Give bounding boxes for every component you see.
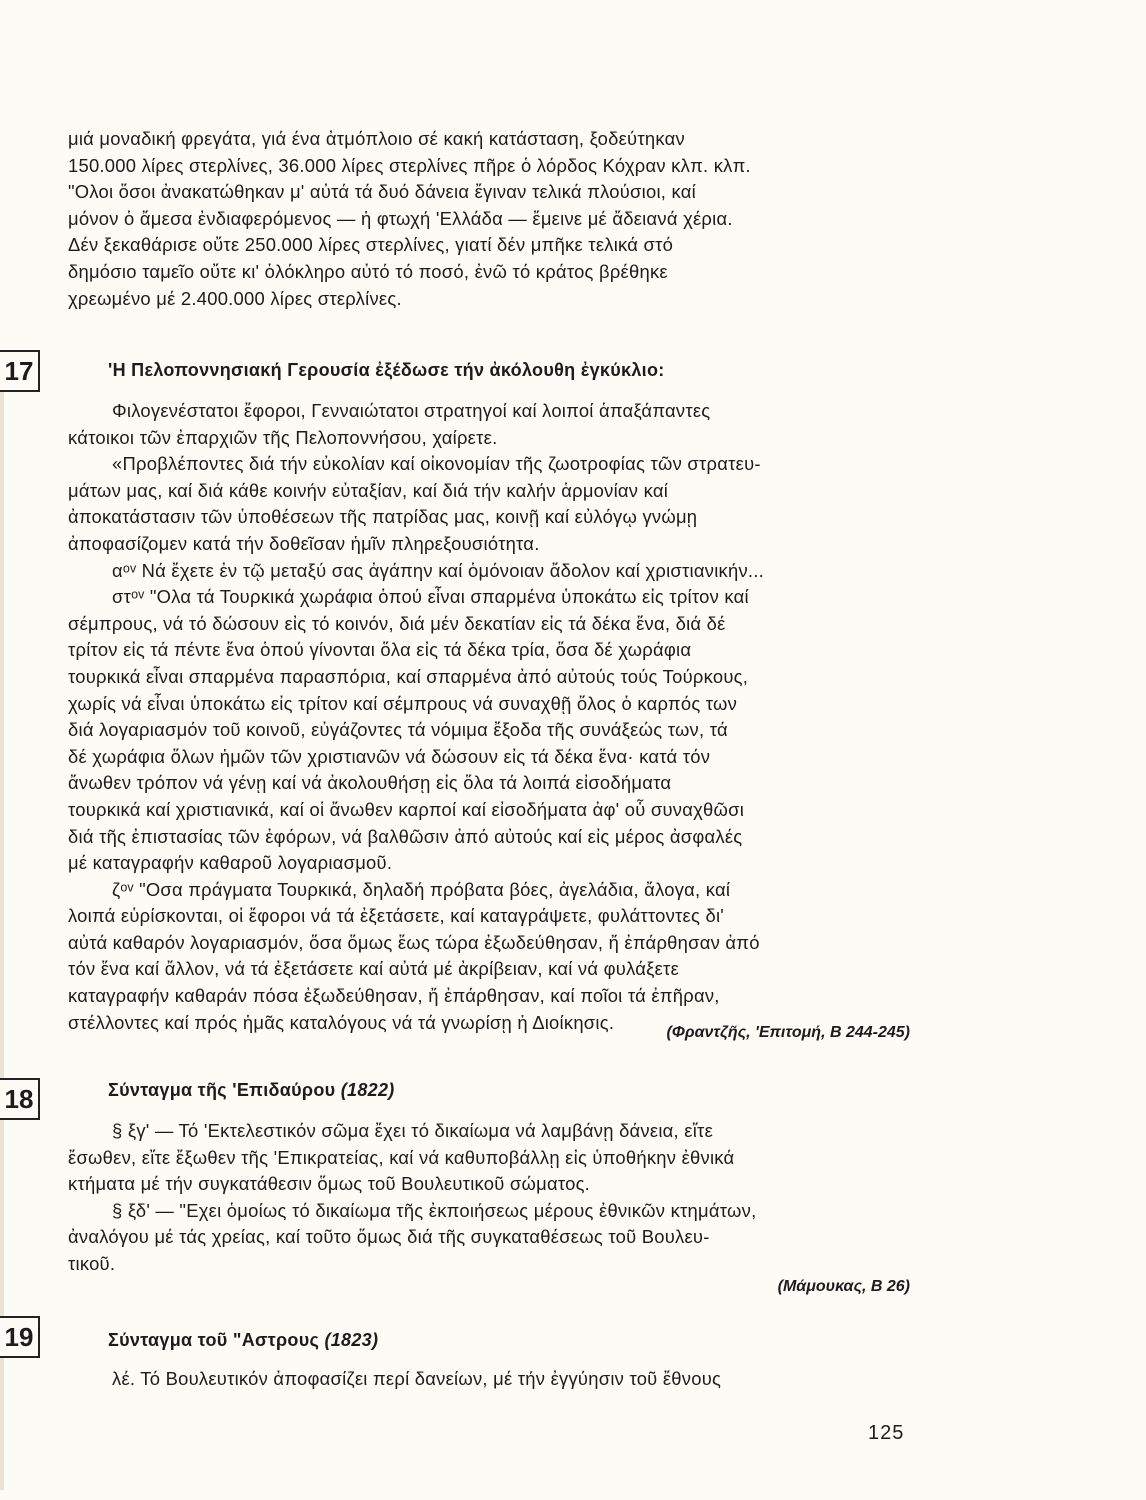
text-line: μάτων μας, καί διά κάθε κοινήν εὐταξίαν, καί διά τήν καλήν ἁρμονίαν καί: [68, 479, 669, 501]
section-number-18: 18: [0, 1078, 40, 1120]
text-line: στᵒᵛ "Ολα τά Τουρκικά χωράφια ὁπού εἶναι σπαρμένα ὑποκάτω εἰς τρίτον καί: [112, 586, 749, 608]
text-line: ἀποφασίζομεν κατά τήν δοθεῖσαν ἡμῖν πληρεξουσιότητα.: [68, 532, 540, 554]
section-19-year: (1823): [324, 1330, 379, 1350]
text-line: χωρίς νά εἶναι ὑποκάτω εἰς τρίτον καί σέμπρους νά συναχθῇ ὅλος ὁ καρπός των: [68, 692, 738, 714]
text-line: ἀναλόγου μέ τάς χρείας, καί τοῦτο ὅμως διά τῆς συγκαταθέσεως τοῦ Βουλευ-: [68, 1226, 710, 1248]
section-18-title: Σύνταγμα τῆς 'Επιδαύρου: [108, 1080, 336, 1100]
text-line: αᵒᵛ Νά ἔχετε ἐν τῷ μεταξύ σας ἀγάπην καί ὁμόνοιαν ἄδολον καί χριστιανικήν...: [112, 559, 764, 581]
section-17-body: [68, 398, 910, 1036]
intro-paragraph: [68, 126, 910, 312]
section-18-body: [68, 1118, 910, 1278]
text-line: σέμπρους, νά τό δώσουν εἰς τό κοινόν, διά μέν δεκατίαν εἰς τά δέκα ἕνα, διά δέ: [68, 612, 726, 634]
text-line: τουρκικά εἶναι σπαρμένα παρασπόρια, καί σπαρμένα ἀπό αὐτούς τούς Τούρκους,: [68, 665, 749, 687]
text-line: ἀποκατάστασιν τῶν ὑποθέσεων τῆς πατρίδας μας, κοινῇ καί εὐλόγῳ γνώμῃ: [68, 506, 698, 528]
text-line: μόνον ὁ ἄμεσα ἐνδιαφερόμενος — ἡ φτωχή 'Ελλάδα — ἔμεινε μέ ἄδειανά χέρια.: [68, 207, 733, 229]
text-line: μιά μοναδική φρεγάτα, γιά ένα ἀτμόπλοιο σέ κακή κατάσταση, ξοδεύτηκαν: [68, 128, 685, 149]
section-19-heading: [108, 1330, 378, 1351]
section-17-heading: 'Η Πελοποννησιακή Γερουσία ἐξέδωσε τήν ἀκόλουθη ἐγκύκλιο:: [108, 360, 665, 380]
text-line: 150.000 λίρες στερλίνες, 36.000 λίρες στερλίνες πῆρε ὁ λόρδος Κόχραν κλπ. κλπ.: [68, 154, 751, 176]
text-line: κτήματα μέ τήν συγκατάθεσιν ὅμως τοῦ Βουλευτικοῦ σώματος.: [68, 1173, 591, 1195]
page-number: 125: [868, 1422, 905, 1444]
text-line: "Ολοι ὅσοι ἀνακατώθηκαν μ' αὐτά τά δυό δάνεια ἔγιναν τελικά πλούσιοι, καί: [68, 181, 696, 203]
text-line: «Προβλέποντες διά τήν εὐκολίαν καί οἰκονομίαν τῆς ζωοτροφίας τῶν στρατευ-: [112, 453, 761, 475]
text-line: ἔσωθεν, εἴτε ἔξωθεν τῆς 'Επικρατείας, καί νά καθυποβάλλῃ εἰς ὑποθήκην ἐθνικά: [68, 1146, 735, 1168]
text-line: ζᵒᵛ "Οσα πράγματα Τουρκικά, δηλαδή πρόβατα βόες, ἀγελάδια, ἄλογα, καί: [112, 878, 731, 900]
text-line: § ξγ' — Τό 'Εκτελεστικόν σῶμα ἔχει τό δικαίωμα νά λαμβάνῃ δάνεια, εἴτε: [112, 1120, 714, 1141]
section-19-title: Σύνταγμα τοῦ "Αστρους: [108, 1330, 320, 1350]
text-line: λοιπά εὑρίσκονται, οἱ ἔφοροι νά τά ἐξετάσετε, καί καταγράψετε, φυλάττοντες δι': [68, 905, 725, 927]
section-17-citation: (Φραντζῆς, 'Επιτομή, Β 244-245): [666, 1024, 910, 1041]
section-19-body: [68, 1366, 910, 1393]
text-line: καταγραφήν καθαράν πόσα ἐξωδεύθησαν, ἤ ἐπάρθησαν, καί ποῖοι τά ἐπῆραν,: [68, 985, 720, 1007]
text-line: διά λογαριασμόν τοῦ κοινοῦ, εὐγάζοντες τά νόμιμα ἔξοδα τῆς συνάξεώς των, τά: [68, 719, 728, 741]
text-line: Δέν ξεκαθάρισε οὔτε 250.000 λίρες στερλίνες, γιατί δέν μπῆκε τελικά στό: [68, 234, 674, 256]
text-line: δημόσιο ταμεῖο οὔτε κι' ὁλόκληρο αὐτό τό ποσό, ἐνῶ τό κράτος βρέθηκε: [68, 260, 668, 282]
text-line: μέ καταγραφήν καθαροῦ λογαριασμοῦ.: [68, 852, 393, 874]
text-line: τουρκικά καί χριστιανικά, καί οἱ ἄνωθεν καρποί καί εἰσοδήματα ἀφ' οὗ συναχθῶσι: [68, 798, 745, 820]
section-number-17: 17: [0, 350, 40, 392]
text-line: στέλλοντες καί πρός ἡμᾶς καταλόγους νά τά γνωρίσῃ ἡ Διοίκησις.: [68, 1011, 615, 1033]
text-line: διά τῆς ἐπιστασίας τῶν ἐφόρων, νά βαλθῶσιν ἀπό αὐτούς καί εἰς μέρος ἀσφαλές: [68, 825, 743, 847]
text-line: δέ χωράφια ὅλων ἡμῶν τῶν χριστιανῶν νά δώσουν εἰς τά δέκα ἕνα· κατά τόν: [68, 745, 711, 767]
text-line: § ξδ' — "Εχει ὁμοίως τό δικαίωμα τῆς ἐκποιήσεως μέρους ἐθνικῶν κτημάτων,: [112, 1199, 757, 1221]
text-line: τρίτον εἰς τά πέντε ἕνα ὁπού γίνονται ὅλα εἰς τά δέκα τρία, ὅσα δέ χωράφια: [68, 639, 692, 661]
section-number-19: 19: [0, 1316, 40, 1358]
text-line: τικοῦ.: [68, 1252, 116, 1274]
section-18-heading: [108, 1080, 395, 1101]
text-line: ἄνωθεν τρόπον νά γένῃ καί νά ἀκολουθήσῃ εἰς ὅλα τά λοιπά εἰσοδήματα: [68, 772, 672, 794]
text-line: λέ. Τό Βουλευτικόν ἀποφασίζει περί δανείων, μέ τήν ἐγγύησιν τοῦ ἔθνους: [112, 1368, 722, 1389]
text-line: χρεωμένο μέ 2.400.000 λίρες στερλίνες.: [68, 287, 402, 309]
text-line: αὐτά καθαρόν λογαριασμόν, ὅσα ὅμως ἕως τώρα ἐξωδεύθησαν, ἤ ἐπάρθησαν ἀπό: [68, 931, 760, 953]
text-line: κάτοικοι τῶν ἐπαρχιῶν τῆς Πελοποννήσου, χαίρετε.: [68, 426, 498, 448]
section-18-citation: (Μάμουκας, Β 26): [777, 1278, 910, 1295]
section-18-year: (1822): [340, 1080, 395, 1100]
text-line: τόν ἕνα καί ἄλλον, νά τά ἐξετάσετε καί αὐτά μέ ἀκρίβειαν, καί νά φυλάξετε: [68, 958, 680, 980]
text-line: Φιλογενέστατοι ἔφοροι, Γενναιώτατοι στρατηγοί καί λοιποί ἁπαξάπαντες: [112, 400, 711, 421]
